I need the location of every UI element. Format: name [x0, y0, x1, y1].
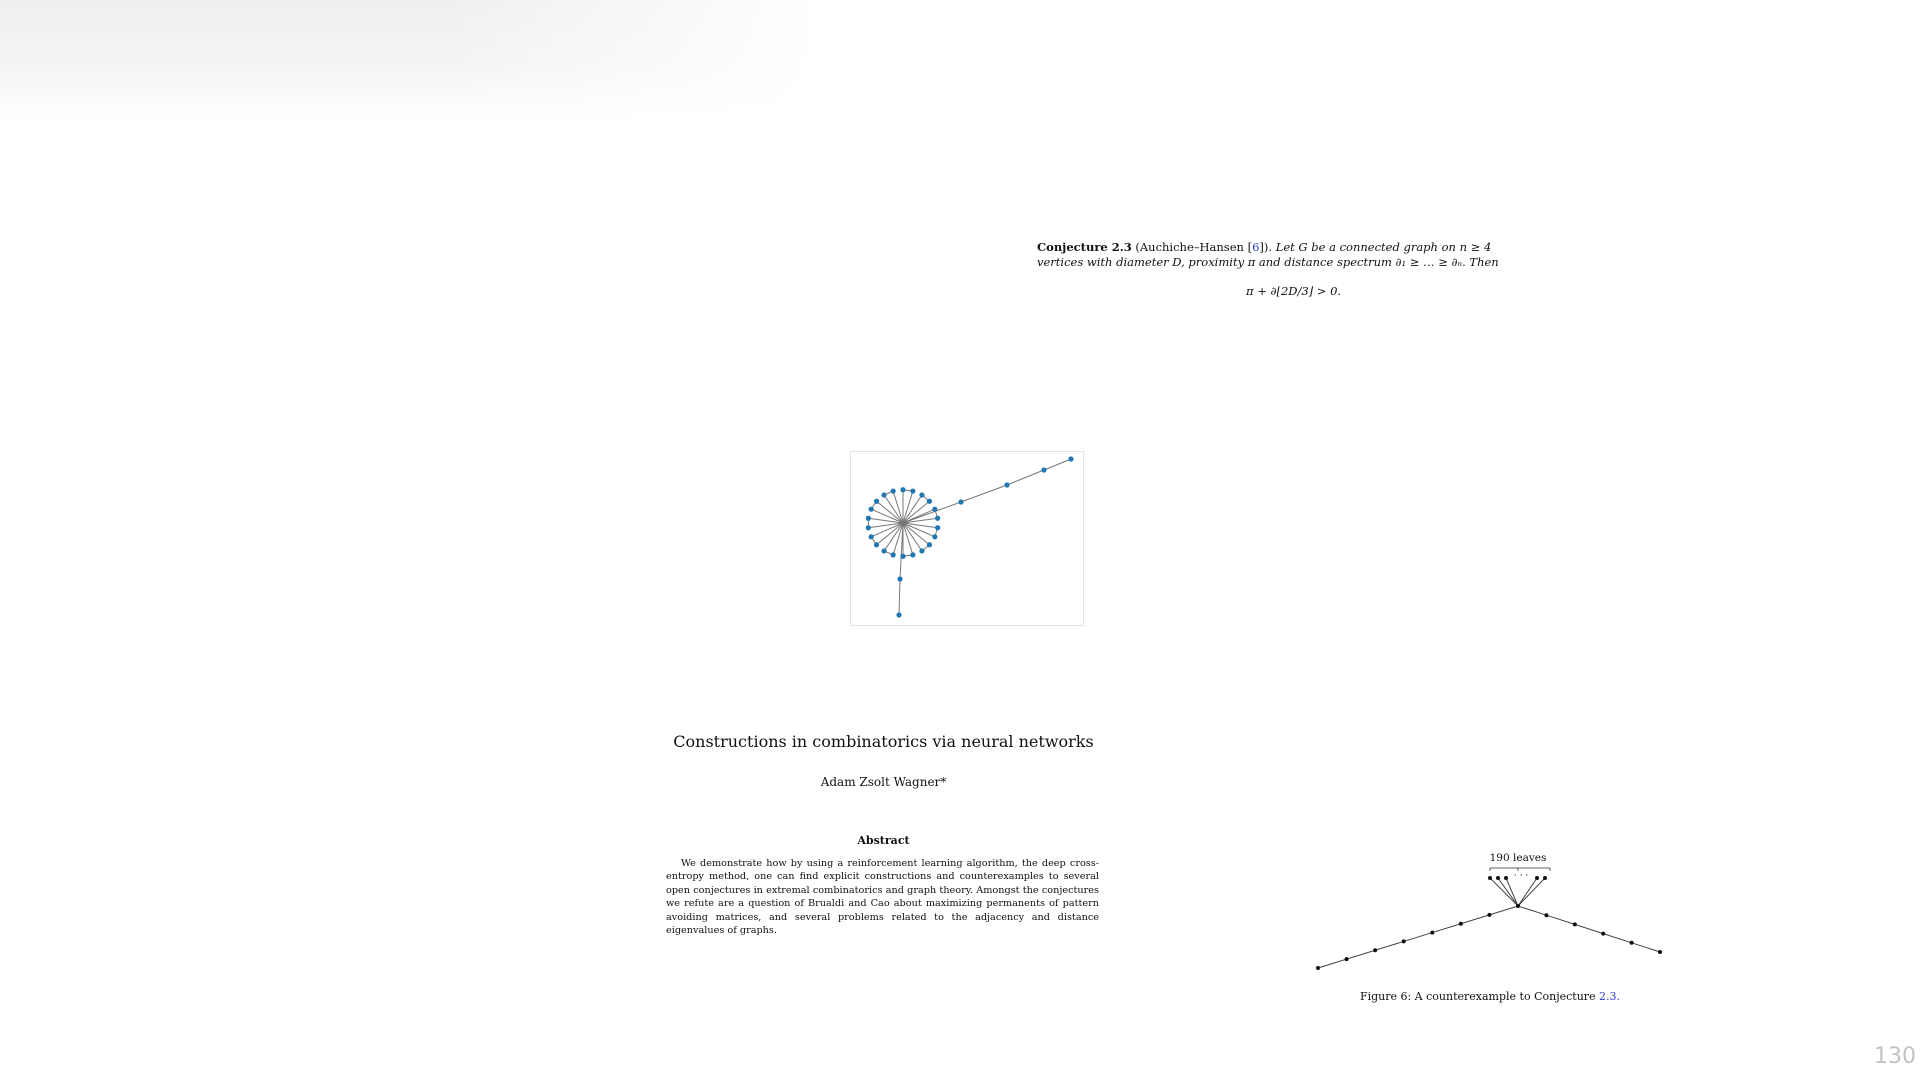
- graph-node: [1544, 913, 1548, 917]
- figure-caption: [1340, 990, 1640, 1003]
- graph-node: [1430, 931, 1434, 935]
- graph-edge: [1007, 470, 1044, 485]
- graph-node: [900, 554, 905, 559]
- graph-node: [932, 534, 937, 539]
- abstract-text: We demonstrate how by using a reinforcement learning algorithm, the deep cross-entropy method, one can find explicit constructions and counterexamples to several open conjectures in extremal combinatorics and graph theory. Amongst the conjectures we refute are a question of Brualdi and Cao about maximizing permanents of pattern avoiding matrices, and several problems related to the adjacency and distance eigenvalues of graphs.: [666, 858, 1099, 937]
- graph-node: [958, 499, 963, 504]
- graph-node: [1504, 876, 1508, 880]
- graph-edge: [903, 502, 961, 523]
- graph-node: [1345, 957, 1349, 961]
- conjecture-equation: π + ∂⌊2D/3⌋ > 0.: [1246, 284, 1342, 298]
- graph-edge: [1546, 915, 1574, 924]
- graph-node: [866, 525, 871, 530]
- graph-node: [869, 534, 874, 539]
- counterexample-graph-plot: [850, 451, 1084, 626]
- graph-edge: [961, 485, 1007, 502]
- graph-node: [869, 507, 874, 512]
- graph-edge: [1518, 878, 1545, 906]
- graph-edge: [903, 491, 913, 523]
- graph-edge: [1518, 906, 1546, 915]
- graph-edge: [903, 523, 913, 555]
- conjecture-block: [1037, 240, 1537, 270]
- graph-node: [1630, 941, 1634, 945]
- graph-edge: [1518, 878, 1537, 906]
- conjecture-statement-line1: Let G be a connected graph on n ≥ 4 vertices with diameter: [1037, 240, 1492, 269]
- graph-edge: [1461, 915, 1490, 924]
- graph-node: [1004, 482, 1009, 487]
- slide-page-number: 130: [1874, 1044, 1916, 1069]
- graph-node: [927, 542, 932, 547]
- figure-6-graph: [1310, 848, 1666, 972]
- figure-caption-text: Figure 6: A counterexample to Conjecture: [1359, 990, 1596, 1003]
- graph-node: [891, 488, 896, 493]
- graph-edge: [893, 491, 903, 523]
- graph-node: [1543, 876, 1547, 880]
- leaves-label: 190 leaves: [1489, 852, 1547, 864]
- figure-caption-ref[interactable]: 2.3.: [1599, 990, 1621, 1003]
- graph-edge: [1375, 941, 1404, 950]
- graph-edge: [1404, 933, 1433, 942]
- graph-node: [932, 507, 937, 512]
- graph-node: [935, 516, 940, 521]
- graph-node: [881, 548, 886, 553]
- graph-node: [866, 516, 871, 521]
- graph-node: [891, 552, 896, 557]
- graph-node: [874, 542, 879, 547]
- graph-node: [896, 612, 901, 617]
- graph-node: [1487, 913, 1491, 917]
- paper-title: Constructions in combinatorics via neural networks: [673, 732, 1094, 751]
- graph-node: [874, 499, 879, 504]
- graph-node: [1373, 948, 1377, 952]
- graph-node: [1041, 467, 1046, 472]
- graph-node: [897, 576, 902, 581]
- blurred-header-region: [0, 0, 820, 120]
- graph-node: [910, 488, 915, 493]
- graph-node: [935, 525, 940, 530]
- conjecture-label: Conjecture 2.3: [1037, 240, 1132, 254]
- abstract-heading: Abstract: [857, 834, 910, 847]
- graph-node: [881, 492, 886, 497]
- graph-node: [1601, 932, 1605, 936]
- graph-edge: [1575, 924, 1603, 933]
- graph-node: [1402, 939, 1406, 943]
- graph-node: [900, 487, 905, 492]
- graph-node: [919, 492, 924, 497]
- graph-node: [927, 499, 932, 504]
- graph-edge: [1603, 934, 1631, 943]
- graph-edge: [1490, 878, 1518, 906]
- graph-edge: [1489, 906, 1518, 915]
- graph-node: [1516, 904, 1520, 908]
- graph-edge: [1347, 950, 1376, 959]
- graph-edge: [1632, 943, 1660, 952]
- graph-node: [1535, 876, 1539, 880]
- graph-node: [1459, 922, 1463, 926]
- conjecture-attribution: (Auchiche–Hansen [6]).: [1135, 240, 1273, 254]
- graph-edge: [1044, 459, 1071, 470]
- graph-node: [1488, 876, 1492, 880]
- paper-author: Adam Zsolt Wagner*: [820, 775, 947, 789]
- graph-edge: [899, 579, 900, 615]
- leaves-ellipsis: · · ·: [1513, 871, 1529, 881]
- graph-node: [1658, 950, 1662, 954]
- graph-node: [1316, 966, 1320, 970]
- graph-node: [919, 548, 924, 553]
- graph-node: [910, 552, 915, 557]
- graph-edge: [1432, 924, 1461, 933]
- graph-node: [1573, 922, 1577, 926]
- graph-node: [1496, 876, 1500, 880]
- graph-node: [1068, 456, 1073, 461]
- citation-link[interactable]: 6: [1252, 240, 1260, 254]
- graph-edge: [1318, 959, 1347, 968]
- conjecture-statement-line2: D, proximity π and distance spectrum ∂₁ ≥ … ≥ ∂ₙ. Then: [1172, 255, 1499, 269]
